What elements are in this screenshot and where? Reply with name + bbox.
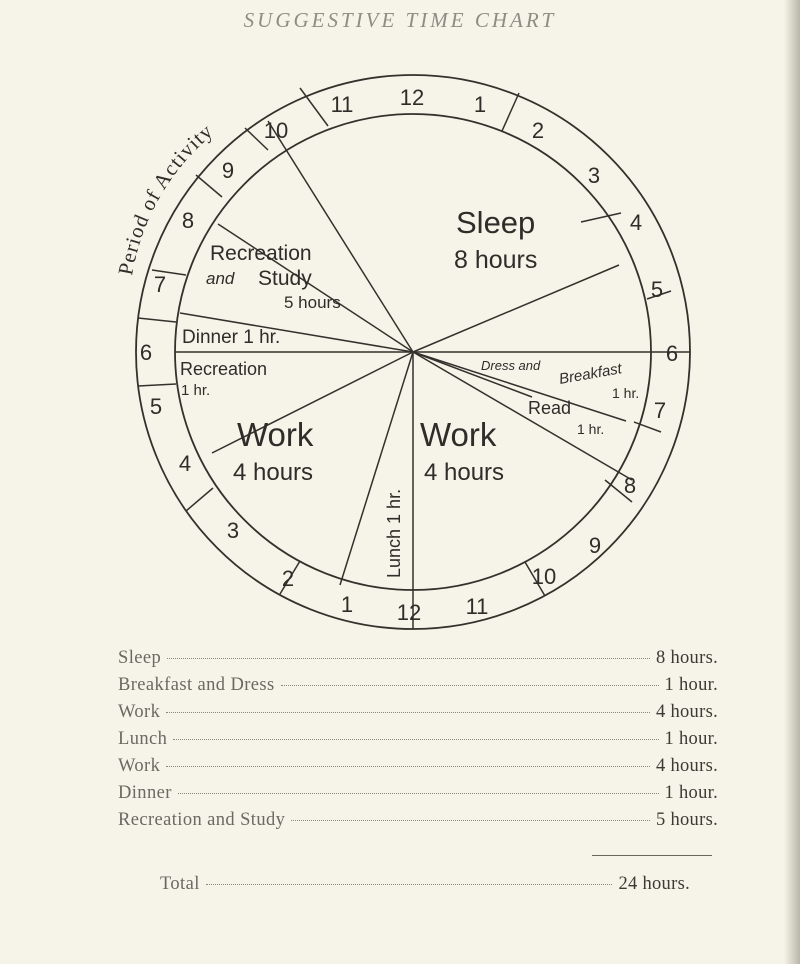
dinner-label: Dinner 1 hr. (182, 327, 281, 348)
lunch-label: Lunch 1 hr. (384, 488, 404, 578)
total-rule (592, 855, 712, 856)
work-left-title: Work (237, 416, 314, 453)
schedule-label: Lunch (118, 729, 168, 749)
page-title: SUGGESTIVE TIME CHART (243, 8, 557, 32)
schedule-value: 4 hours. (655, 756, 718, 776)
hour-right-7: 7 (653, 398, 667, 423)
hour-top-11: 11 (330, 92, 354, 117)
hour-bottom-12: 12 (396, 600, 422, 625)
schedule-label: Dinner (118, 783, 172, 803)
recreation-small-hours: 1 hr. (181, 382, 211, 399)
sleep-title: Sleep (456, 205, 536, 240)
hour-left-4: 4 (178, 451, 192, 476)
dot-leader (173, 739, 658, 740)
dot-leader (178, 793, 659, 794)
recreation-study-hours: 5 hours (284, 293, 341, 312)
recreation-study-line2: and (206, 269, 235, 288)
schedule-row-recreation (118, 810, 718, 837)
schedule-label: Recreation and Study (118, 810, 286, 830)
schedule-label: Sleep (118, 648, 162, 668)
read-label: Read (528, 398, 572, 418)
dot-leader (281, 685, 659, 686)
hour-right-3: 3 (587, 163, 601, 188)
hour-right-4: 4 (629, 210, 643, 235)
hour-right-8: 8 (623, 473, 637, 498)
dot-leader (291, 820, 650, 821)
schedule-value: 5 hours. (655, 810, 718, 830)
schedule-row-work-2 (118, 756, 718, 783)
schedule-label: Breakfast and Dress (118, 675, 275, 695)
recreation-small-label: Recreation (180, 359, 268, 379)
schedule-row-work-1 (118, 702, 718, 729)
hour-bottom-1: 1 (340, 592, 354, 617)
schedule-row-lunch (118, 729, 718, 756)
hour-left-3: 3 (226, 518, 240, 543)
recreation-study-line1: Recreation (210, 242, 312, 265)
period-of-activity-label: Period of Activity (113, 118, 218, 277)
work-right-title: Work (420, 416, 497, 453)
total-label: Total (160, 874, 200, 894)
hour-left-8: 8 (181, 208, 195, 233)
schedule-label: Work (118, 756, 161, 776)
schedule-value: 4 hours. (655, 702, 718, 722)
schedule-row-sleep (118, 648, 718, 675)
hour-left-10: 10 (263, 118, 289, 143)
hour-left-6: 6 (139, 340, 153, 365)
hour-right-10: 10 (531, 564, 557, 589)
schedule-value: 8 hours. (655, 648, 718, 668)
schedule-total-row (160, 874, 690, 901)
dress-and-label: Dress and (481, 358, 541, 373)
dot-leader (166, 712, 650, 713)
hour-left-9: 9 (221, 158, 235, 183)
time-schedule-list (118, 648, 718, 837)
schedule-value: 1 hour. (664, 783, 718, 803)
hour-left-7: 7 (153, 272, 167, 297)
hour-top-1: 1 (473, 92, 487, 117)
breakfast-hours: 1 hr. (612, 385, 640, 401)
hour-right-2: 2 (531, 118, 545, 143)
work-right-hours: 4 hours (424, 459, 505, 486)
sector-dividers (175, 121, 651, 590)
hour-left-5: 5 (149, 394, 163, 419)
sleep-hours: 8 hours (454, 246, 538, 274)
breakfast-label: Breakfast (557, 360, 624, 388)
total-value: 24 hours. (618, 874, 690, 894)
schedule-label: Work (118, 702, 161, 722)
hour-right-5: 5 (650, 277, 664, 302)
schedule-value: 1 hour. (664, 675, 718, 695)
hour-right-6: 6 (665, 341, 679, 366)
dot-leader (206, 884, 613, 885)
hour-right-9: 9 (588, 533, 602, 558)
read-hours: 1 hr. (577, 421, 605, 437)
dot-leader (166, 766, 650, 767)
dot-leader (167, 658, 650, 659)
recreation-study-line3: Study (258, 267, 312, 290)
hour-left-2: 2 (281, 566, 295, 591)
hour-bottom-11: 11 (465, 594, 489, 619)
work-left-hours: 4 hours (233, 459, 314, 486)
hour-top-12: 12 (399, 85, 425, 110)
schedule-value: 1 hour. (664, 729, 718, 749)
schedule-row-breakfast (118, 675, 718, 702)
schedule-row-dinner (118, 783, 718, 810)
